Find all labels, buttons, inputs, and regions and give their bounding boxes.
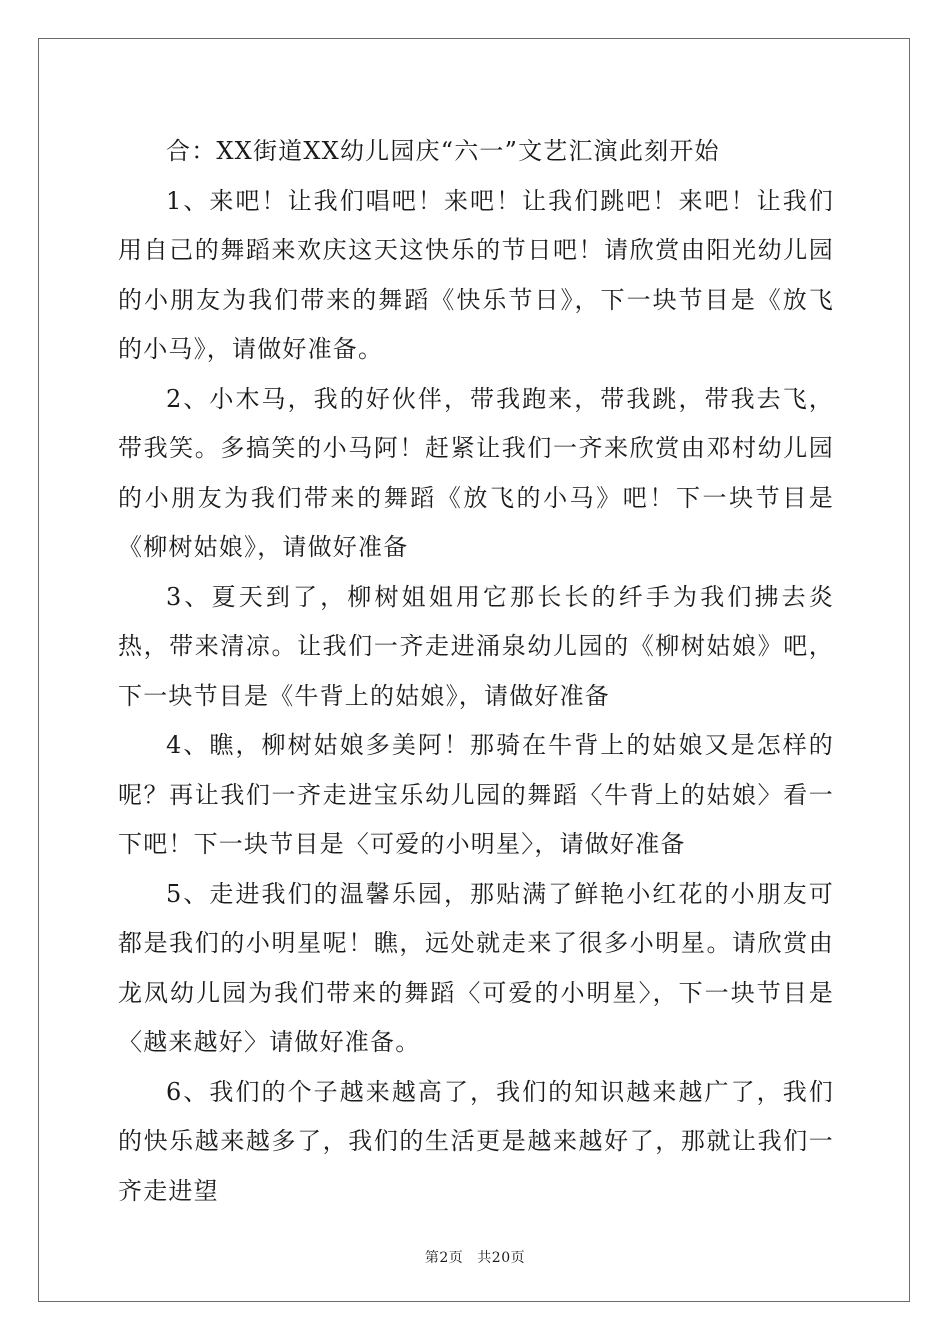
paragraph-2: 2、小木马，我的好伙伴，带我跑来，带我跳，带我去飞，带我笑。多搞笑的小马阿！赶紧让我们一齐来欣赏由邓村幼儿园的小朋友为我们带来的舞蹈《放飞的小马》吧！下一块节目是《柳树姑娘》，请做好准备 xyxy=(118,384,834,561)
paragraph-4: 4、瞧，柳树姑娘多美阿！那骑在牛背上的姑娘又是怎样的呢？再让我们一齐走进宝乐幼儿园的舞蹈〈牛背上的姑娘〉看一下吧！下一块节目是〈可爱的小明星〉，请做好准备 xyxy=(118,731,834,858)
paragraph-5: 5、走进我们的温馨乐园，那贴满了鲜艳小红花的小朋友可都是我们的小明星呢！瞧，远处就走来了很多小明星。请欣赏由龙凤幼儿园为我们带来的舞蹈〈可爱的小明星〉，下一块节目是〈越来越好〉请做好准备。 xyxy=(118,879,834,1056)
page-total: 共20页 xyxy=(477,1250,526,1266)
paragraph-6: 6、我们的个子越来越高了，我们的知识越来越广了，我们的快乐越来越多了，我们的生活更是越来越好了，那就让我们一齐走进望 xyxy=(118,1077,834,1205)
page-footer xyxy=(0,1247,950,1267)
paragraph-1: 1、来吧！让我们唱吧！来吧！让我们跳吧！来吧！让我们用自己的舞蹈来欢庆这天这快乐的节日吧！请欣赏由阳光幼儿园的小朋友为我们带来的舞蹈《快乐节日》，下一块节目是《放飞的小马》，请做好准备。 xyxy=(118,186,834,363)
paragraph-3: 3、夏天到了，柳树姐姐用它那长长的纤手为我们拂去炎热，带来清凉。让我们一齐走进涌泉幼儿园的《柳树姑娘》吧，下一块节目是《牛背上的姑娘》，请做好准备 xyxy=(118,582,834,710)
paragraph-opening: 合：XX街道XX幼儿园庆“六一”文艺汇演此刻开始 xyxy=(166,137,720,165)
page-number: 第2页 xyxy=(424,1250,464,1266)
document-body xyxy=(118,127,834,1216)
